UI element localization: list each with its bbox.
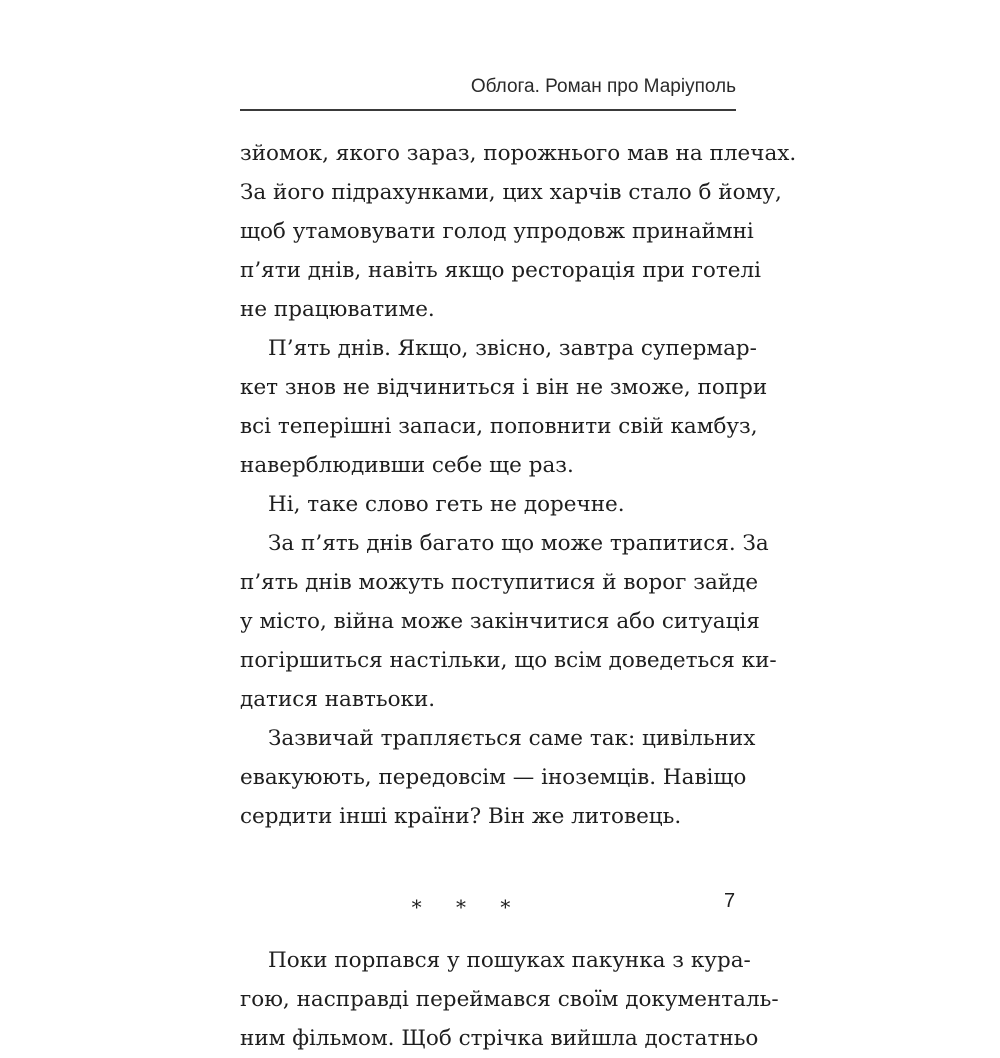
text-line: Зазвичай трапляється саме так: цивільних [268,726,756,751]
text-line: не працюватиме. [240,297,435,322]
section-gap [240,836,696,888]
text-line: Ні, таке слово геть не доречне. [268,492,625,517]
section-gap [240,927,696,941]
text-line: всі теперішні запаси, поповнити свій камбуз, [240,414,758,439]
scene-break: * * * [411,895,525,919]
running-header-title: Облога. Роман про Маріуполь [470,76,736,97]
text-line: п’яти днів, навіть якщо ресторація при готелі [240,258,761,283]
text-line: ним фільмом. Щоб стрічка вийшла достатньо [240,1026,759,1051]
page-number: 7 [724,890,736,912]
text-line: датися навтьоки. [240,687,436,712]
text-line: зйомок, якого зараз, порожнього мав на плечах. [240,141,797,166]
text-line: п’ять днів можуть поступитися й ворог зайде [240,570,759,595]
text-line: За його підрахунками, цих харчів стало б йому, [240,180,782,205]
text-line: кет знов не відчиниться і він не зможе, попри [240,375,768,400]
text-line: Поки порпався у пошуках пакунка з кура- [268,948,751,973]
header-rule [240,109,736,111]
text-line: гою, насправді переймався своїм документаль- [240,987,779,1012]
body-text [240,134,797,1058]
text-line: наверблюдивши себе ще раз. [240,453,574,478]
text-line: евакуюють, передовсім — іноземців. Навіщо [240,765,747,790]
text-line: За п’ять днів багато що може трапитися. За [268,531,769,556]
text-line: у місто, війна може закінчитися або ситуація [240,609,760,634]
text-line: щоб утамовувати голод упродовж принаймні [240,219,754,244]
text-line: П’ять днів. Якщо, звісно, завтра супермар- [268,336,757,361]
text-line: погіршиться настільки, що всім доведеться ки- [240,648,777,673]
text-line: сердити інші країни? Він же литовець. [240,804,682,829]
